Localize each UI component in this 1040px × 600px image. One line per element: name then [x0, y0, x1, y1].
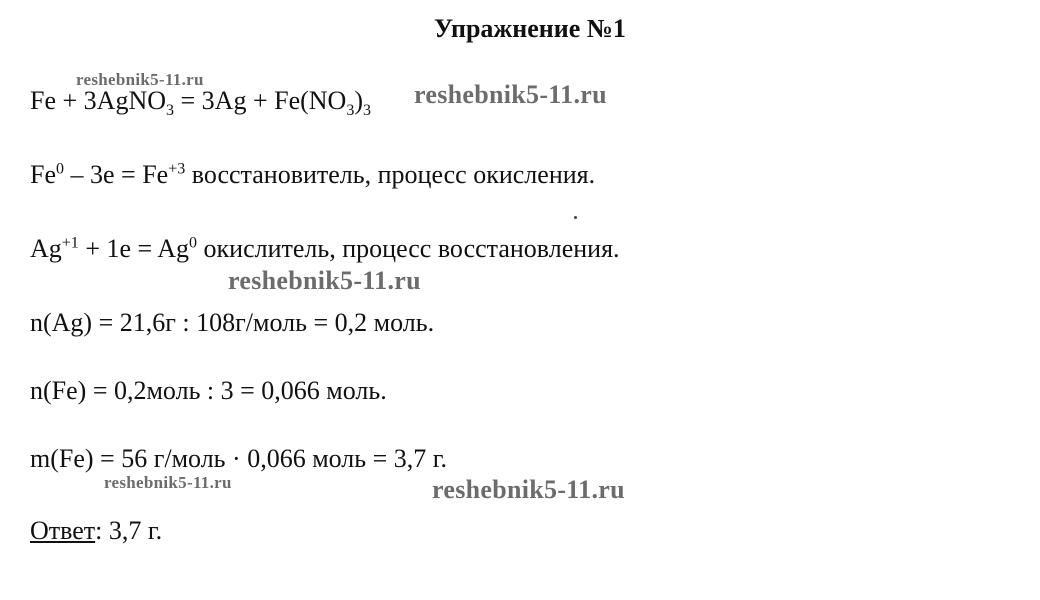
eq-subscript: 3 [346, 102, 355, 120]
red-part: окислитель, процесс восстановления. [197, 234, 620, 263]
ox-part: восстановитель, процесс окисления. [185, 160, 596, 189]
red-part: + 1e = Ag [78, 234, 190, 263]
eq-part: ) [354, 86, 363, 115]
watermark: reshebnik5-11.ru [104, 473, 232, 492]
calc-silver-moles: n(Ag) = 21,6г : 108г/моль = 0,2 моль. [30, 308, 435, 337]
ox-part: – 3e = Fe [64, 160, 169, 189]
calc-iron-mass: m(Fe) = 56 г/моль · 0,066 моль = 3,7 г. [30, 444, 448, 473]
eq-part: Fe + 3AgNO [30, 86, 166, 115]
watermark: reshebnik5-11.ru [76, 70, 204, 89]
answer-label: Ответ [30, 516, 96, 545]
watermark: reshebnik5-11.ru [432, 475, 625, 504]
answer-value: : 3,7 г. [95, 516, 163, 545]
eq-subscript: 3 [166, 102, 174, 120]
ox-superscript: 0 [56, 160, 64, 178]
answer-line [30, 516, 162, 546]
speck [574, 216, 577, 219]
red-superscript: 0 [189, 234, 198, 252]
ox-superscript: +3 [168, 160, 186, 178]
reduction-line [30, 234, 620, 264]
eq-part: = 3Ag + Fe(NO [174, 86, 347, 115]
calc-iron-moles: n(Fe) = 0,2моль : 3 = 0,066 моль. [30, 376, 387, 405]
ox-part: Fe [30, 160, 56, 189]
eq-subscript: 3 [363, 102, 371, 120]
watermark: reshebnik5-11.ru [414, 80, 607, 109]
watermark: reshebnik5-11.ru [228, 266, 421, 295]
red-part: Ag [30, 234, 62, 263]
oxidation-line [30, 160, 595, 190]
reaction-equation [30, 86, 371, 120]
page-title: Упражнение №1 [434, 14, 626, 43]
red-superscript: +1 [61, 234, 79, 252]
